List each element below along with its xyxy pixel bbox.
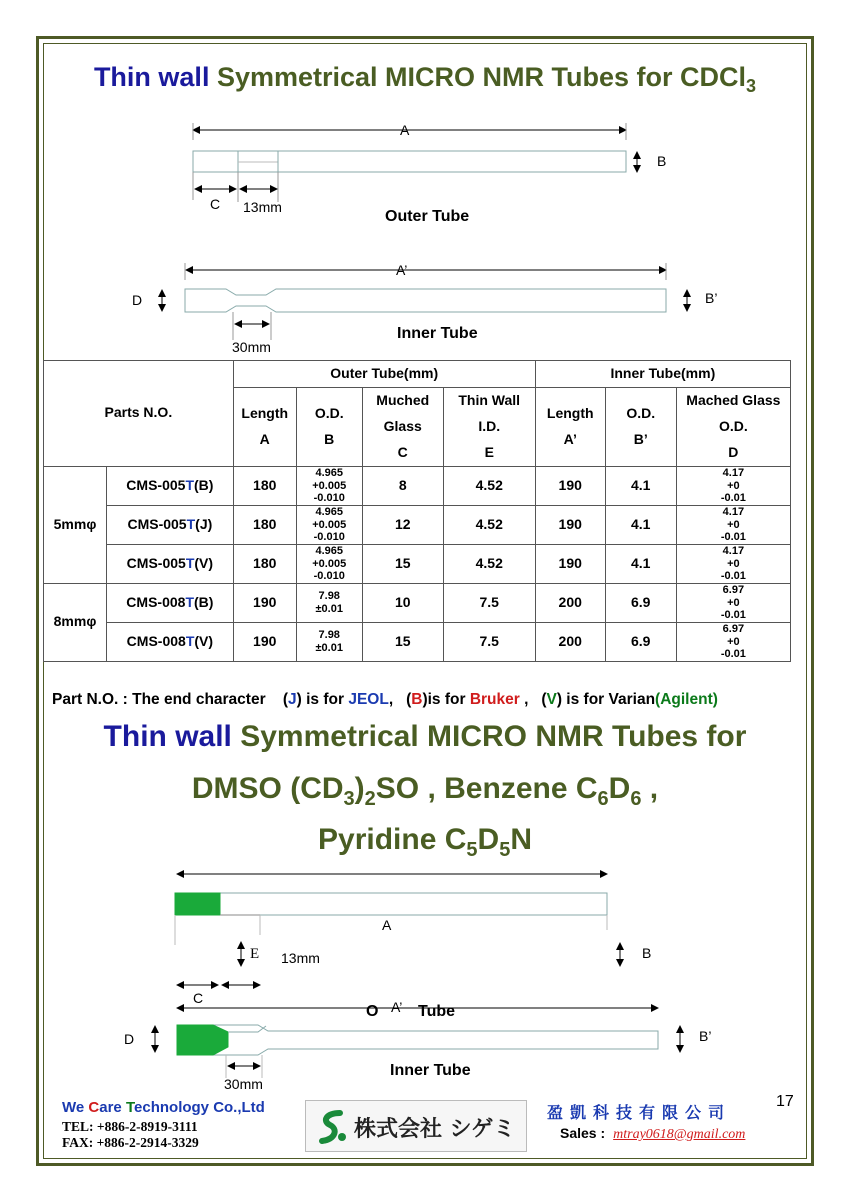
cell-glass-inner: 4.17 +0 -0.01 [676, 544, 790, 583]
company-fax: FAX: +886-2-2914-3329 [62, 1135, 199, 1150]
col-glass-inner-header: Mached Glass O.D. D [676, 387, 790, 466]
dmso-caption-o: O [366, 1003, 379, 1020]
cell-od: 4.965 +0.005 -0.010 [296, 544, 362, 583]
table-row [44, 466, 791, 505]
table-row [44, 544, 791, 583]
dmso-label-13mm: 13mm [281, 950, 320, 966]
table-row [44, 622, 791, 661]
size-8mm: 8mmφ [44, 583, 107, 661]
cell-glass: 8 [362, 466, 443, 505]
part-number: CMS-008T(B) [107, 583, 234, 622]
outer-label-c: C [210, 196, 221, 212]
title-dmso-line2: DMSO $(CD_3)_2SO$ , Benzene $C_6D_6$ , [191, 772, 659, 810]
cell-length-inner: 190 [535, 466, 605, 505]
page-number: 17 [776, 1093, 794, 1110]
cell-length-inner: 200 [535, 583, 605, 622]
dmso-label-a: A [382, 917, 392, 933]
part-number: CMS-005T(J) [107, 505, 234, 544]
parts-header: Parts N.O. [44, 361, 234, 467]
cell-wall: 4.52 [443, 466, 535, 505]
cell-od: 4.965 +0.005 -0.010 [296, 466, 362, 505]
cell-wall: 4.52 [443, 505, 535, 544]
inner-tube-caption: Inner Tube [397, 325, 478, 342]
cell-glass-inner: 4.17 +0 -0.01 [676, 466, 790, 505]
cell-od-inner: 4.1 [605, 466, 676, 505]
part-number: CMS-005T(B) [107, 466, 234, 505]
outer-label-a: A [400, 122, 410, 138]
table-row [44, 505, 791, 544]
cell-glass-inner: 6.97 +0 -0.01 [676, 583, 790, 622]
cell-length-inner: 200 [535, 622, 605, 661]
chinese-company-name: 盈凱科技有限公司 [547, 1103, 732, 1122]
cell-od-inner: 6.9 [605, 622, 676, 661]
outer-label-b: B [657, 153, 667, 169]
dmso-label-b2: B’ [699, 1028, 712, 1044]
inner-group-header: Inner Tube(mm) [535, 361, 790, 388]
cell-od-inner: 4.1 [605, 544, 676, 583]
cell-wall: 4.52 [443, 544, 535, 583]
part-number: CMS-008T(V) [107, 622, 234, 661]
cell-length: 180 [233, 544, 296, 583]
dmso-inner-caption: Inner Tube [390, 1062, 471, 1079]
col-length-inner-header: Length A’ [535, 387, 605, 466]
title-dmso-line1: Thin wall Symmetrical MICRO NMR Tubes for [103, 720, 747, 753]
cell-length: 190 [233, 622, 296, 661]
cell-od: 7.98 ±0.01 [296, 583, 362, 622]
outer-tube-caption: Outer Tube [385, 208, 470, 225]
company-name: We Care Technology Co.,Ltd [62, 1099, 265, 1116]
cell-glass: 15 [362, 544, 443, 583]
company-tel: TEL: +886-2-8919-3111 [62, 1119, 198, 1134]
cell-od: 4.965 +0.005 -0.010 [296, 505, 362, 544]
outer-label-13mm: 13mm [243, 199, 282, 215]
title-thin-wall: Thin wall [93, 62, 210, 92]
col-length-header: Length A [233, 387, 296, 466]
inner-label-b: B’ [705, 290, 718, 306]
logo-text: 株式会社 シゲミ [354, 1117, 516, 1142]
inner-label-30mm: 30mm [232, 339, 271, 355]
col-wall-header: Thin Wall I.D. E [443, 387, 535, 466]
inner-label-a: A’ [396, 262, 408, 278]
cell-od-inner: 6.9 [605, 583, 676, 622]
shigemi-logo [305, 1100, 527, 1152]
cell-wall: 7.5 [443, 622, 535, 661]
cell-glass-inner: 6.97 +0 -0.01 [676, 622, 790, 661]
cell-wall: 7.5 [443, 583, 535, 622]
shigemi-logo-icon [312, 1107, 352, 1147]
col-glass-header: Muched Glass C [362, 387, 443, 466]
cell-length-inner: 190 [535, 505, 605, 544]
cell-glass-inner: 4.17 +0 -0.01 [676, 505, 790, 544]
dmso-tube-diagram [0, 860, 850, 1090]
cell-length: 180 [233, 505, 296, 544]
cell-od: 7.98 ±0.01 [296, 622, 362, 661]
dmso-caption-tube: Tube [418, 1003, 456, 1020]
specification-table [43, 360, 791, 662]
col-od-inner-header: O.D. B’ [605, 387, 676, 466]
part-number: CMS-005T(V) [107, 544, 234, 583]
company-block [62, 1099, 265, 1151]
part-number-note: Part N.O. : The end character (J) is for JEOL, (B)is for Bruker , (V) is for Varian(Agilent) [52, 691, 718, 708]
cell-od-inner: 4.1 [605, 505, 676, 544]
table-row [44, 583, 791, 622]
title-cdcl3 [0, 62, 850, 97]
cell-glass: 15 [362, 622, 443, 661]
title-rest: Symmetrical MICRO NMR Tubes for CDCl [216, 62, 747, 92]
cell-length: 180 [233, 466, 296, 505]
title-subscript: 3 [746, 76, 757, 96]
title-dmso-line3: Pyridine $C_5D_5N$ [318, 823, 532, 861]
size-5mm: 5mmφ [44, 466, 107, 583]
col-od-header: O.D. B [296, 387, 362, 466]
cell-length: 190 [233, 583, 296, 622]
inner-label-d: D [132, 292, 143, 308]
dmso-label-30mm: 30mm [224, 1076, 263, 1092]
dmso-label-d: D [124, 1031, 135, 1047]
cell-glass: 12 [362, 505, 443, 544]
dmso-label-b: B [642, 945, 652, 961]
dmso-label-e: E [250, 946, 260, 962]
outer-inner-tube-diagram [0, 110, 850, 360]
cell-length-inner: 190 [535, 544, 605, 583]
dmso-label-c: C [193, 990, 204, 1006]
dmso-label-a2: A’ [391, 999, 403, 1015]
sales-email-link[interactable]: mtray0618@gmail.com [613, 1127, 746, 1142]
sales-contact: Sales : mtray0618@gmail.com [560, 1125, 746, 1142]
outer-group-header: Outer Tube(mm) [233, 361, 535, 388]
cell-glass: 10 [362, 583, 443, 622]
